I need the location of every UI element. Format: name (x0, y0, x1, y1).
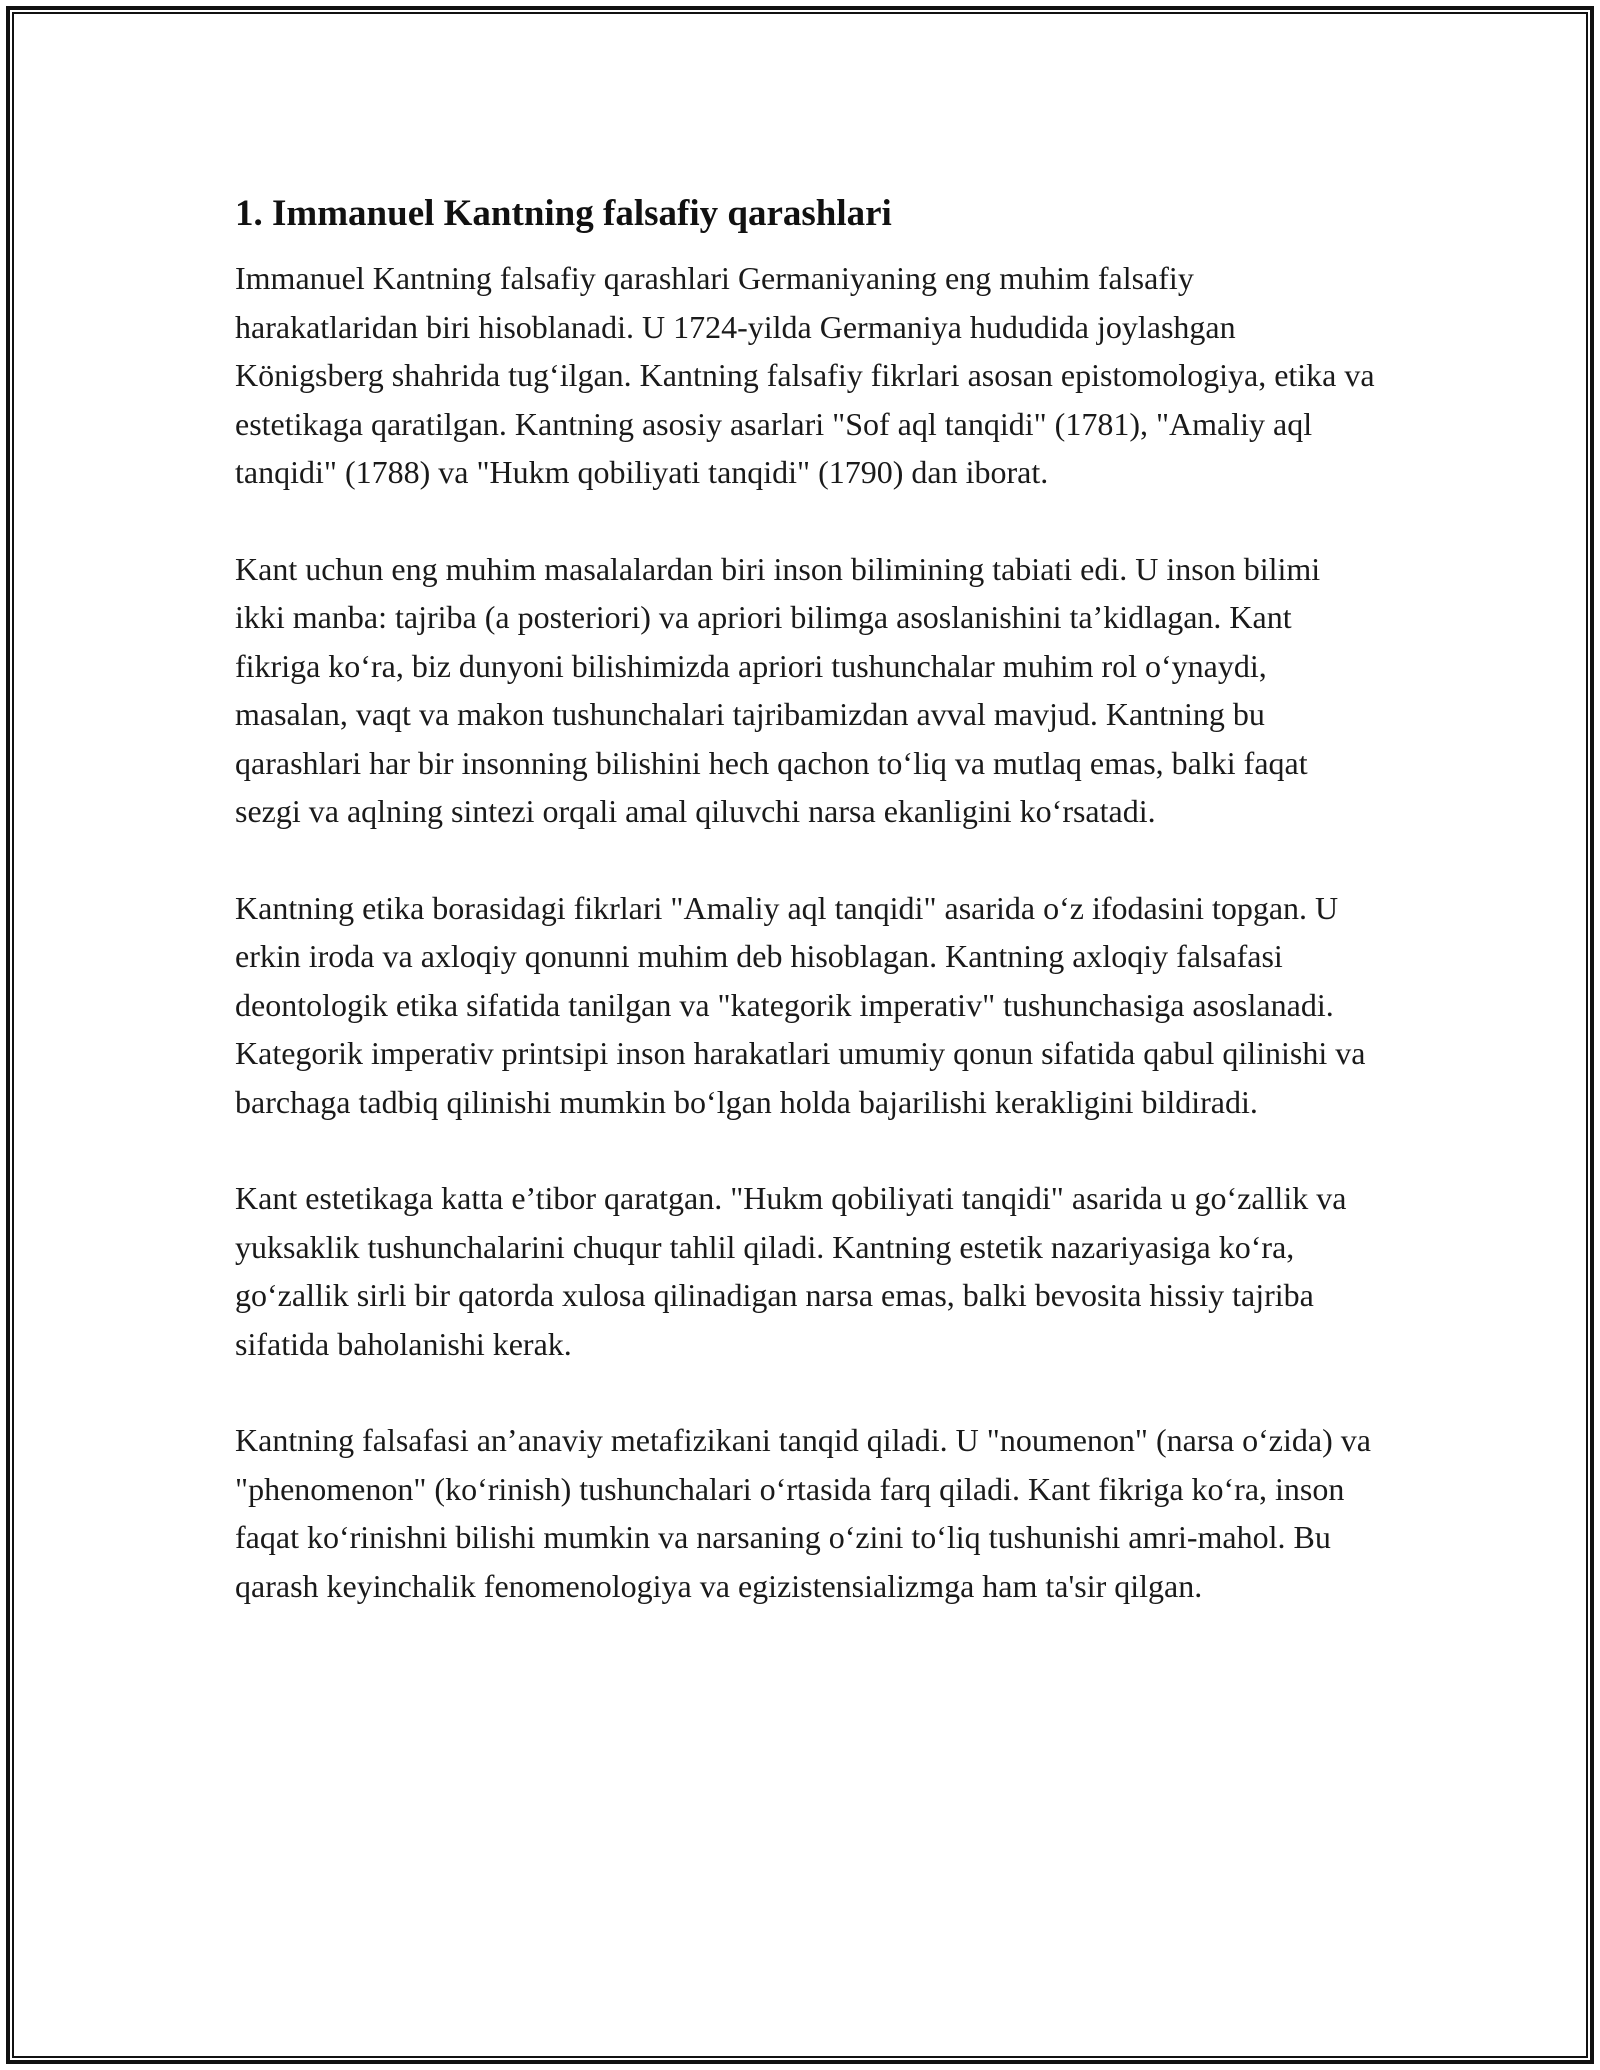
paragraph-3: Kantning etika borasidagi fikrlari "Amaliy aql tanqidi" asarida o‘z ifodasini topgan. U erkin iroda va axloqiy qonunni muhim deb hisoblagan. Kantning axloqiy falsafasi deontologik etika sifatida tanilgan va "kategorik imperativ" tushunchasiga asoslanadi. Kategorik imperativ printsipi inson harakatlari umumiy qonun sifatida qabul qilinishi va barchaga tadbiq qilinishi mumkin bo‘lgan holda bajarilishi kerakligini bildiradi. (235, 889, 1366, 1120)
paragraph-4: Kant estetikaga katta e’tibor qaratgan. "Hukm qobiliyati tanqidi" asarida u go‘zallik va yuksaklik tushunchalarini chuqur tahlil qiladi. Kantning estetik nazariyasiga ko‘ra, go‘zallik sirli bir qatorda xulosa qilinadigan narsa emas, balki bevosita hissiy tajriba sifatida baholanishi kerak. (235, 1180, 1347, 1362)
page-title: 1. Immanuel Kantning falsafiy qarashlari (235, 193, 892, 234)
paragraph-1: Immanuel Kantning falsafiy qarashlari Germaniyaning eng muhim falsafiy harakatlaridan biri hisoblanadi. U 1724-yilda Germaniya hududida joylashgan Königsberg shahrida tug‘ilgan. Kantning falsafiy fikrlari asosan epistomologiya, etika va estetikaga qaratilgan. Kantning asosiy asarlari "Sof aql tanqidi" (1781), "Amaliy aql tanqidi" (1788) va "Hukm qobiliyati tanqidi" (1790) dan iborat. (235, 260, 1375, 490)
document-body (235, 186, 1375, 1658)
paragraph-5: Kantning falsafasi an’anaviy metafizikani tanqid qiladi. U "noumenon" (narsa o‘zida) va "phenomenon" (ko‘rinish) tushunchalari o‘rtasida farq qiladi. Kant fikriga ko‘ra, inson faqat ko‘rinishni bilishi mumkin va narsaning o‘zini to‘liq tushunishi amri-mahol. Bu qarash keyinchalik fenomenologiya va egizistensializmga ham ta'sir qilgan. (235, 1422, 1371, 1604)
paragraph-2: Kant uchun eng muhim masalalardan biri inson bilimining tabiati edi. U inson bilimi ikki manba: tajriba (a posteriori) va apriori bilimga asoslanishini ta’kidlagan. Kant fikriga ko‘ra, biz dunyoni bilishimizda apriori tushunchalar muhim rol o‘ynaydi, masalan, vaqt va makon tushunchalari tajribamizdan avval mavjud. Kantning bu qarashlari har bir insonning bilishini hech qachon to‘liq va mutlaq emas, balki faqat sezgi va aqlning sintezi orqali amal qiluvchi narsa ekanligini ko‘rsatadi. (235, 550, 1321, 829)
